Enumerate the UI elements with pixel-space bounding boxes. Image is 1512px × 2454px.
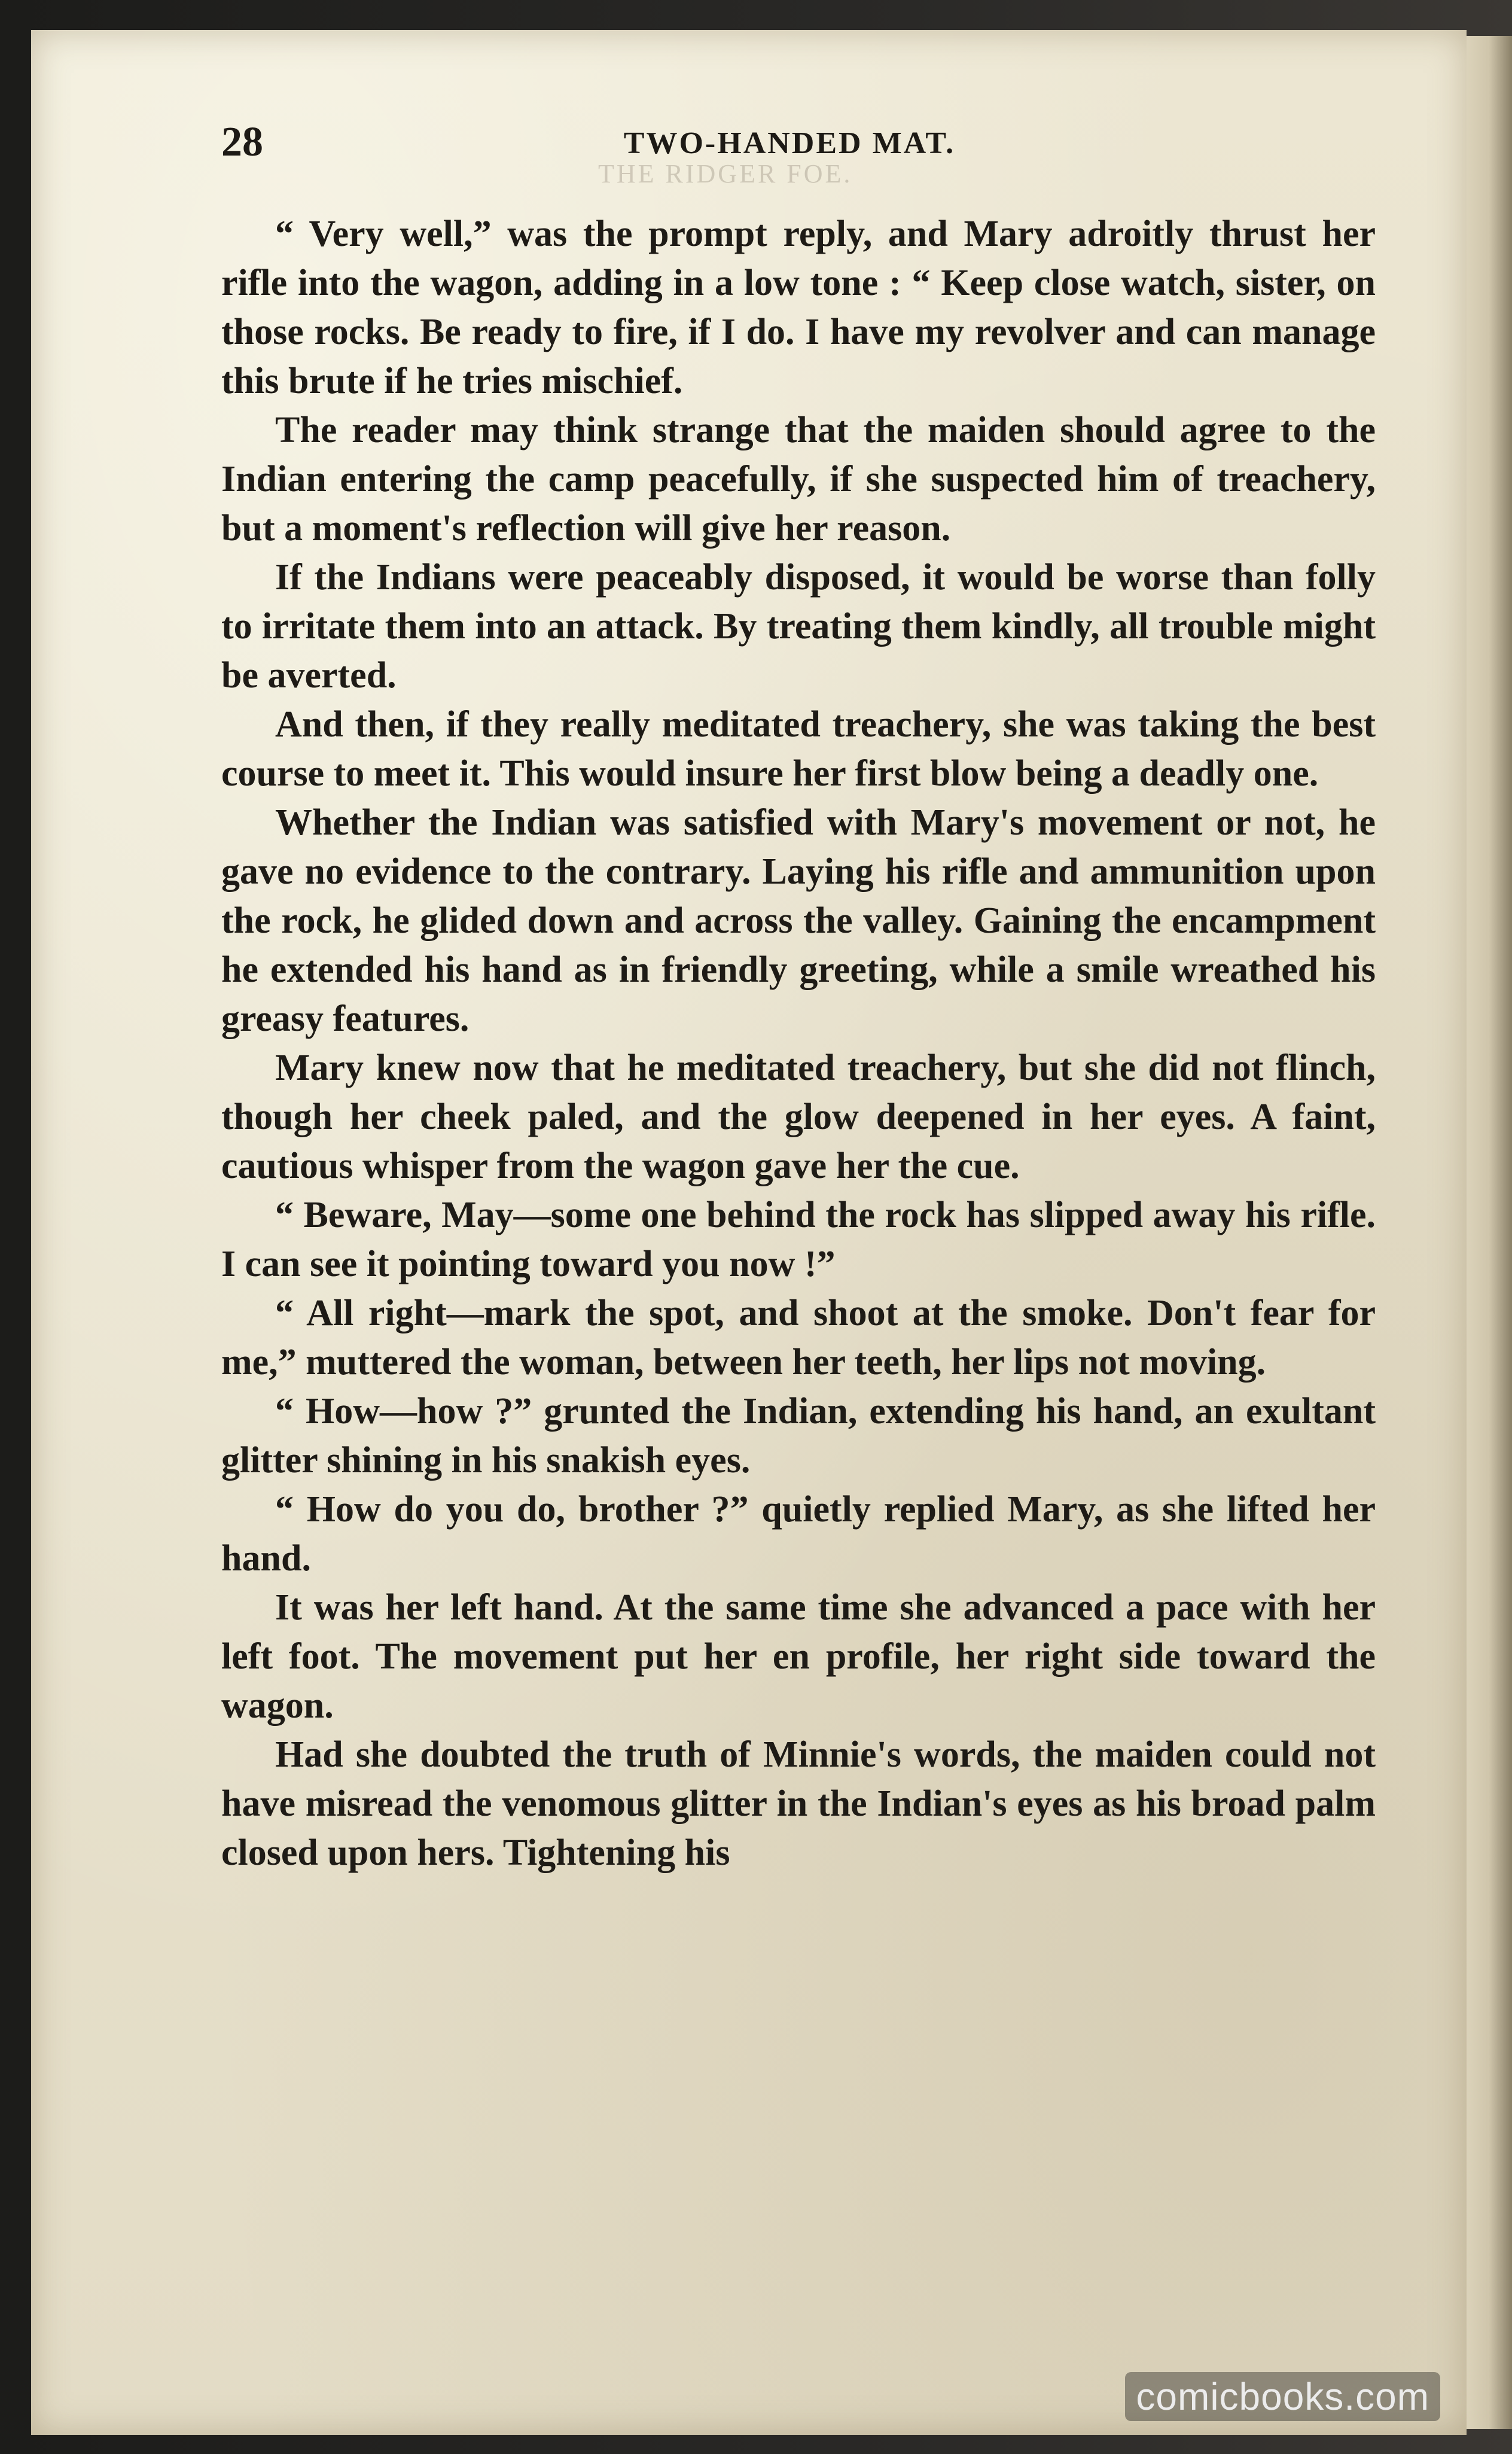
paragraph: Mary knew now that he meditated treachery, but she did not flinch, though her cheek paled, and the glow deepened in her eyes. A faint, cautious whisper from the wagon gave her the cue. — [221, 1048, 1376, 1186]
paragraph: “ How—how ?” grunted the Indian, extending his hand, an exultant glitter shining in his snakish eyes. — [221, 1391, 1376, 1481]
body-text — [221, 209, 1376, 1877]
page-number: 28 — [221, 119, 263, 165]
paragraph: Had she doubted the truth of Minnie's words, the maiden could not have misread the venomous glitter in the Indian's eyes as his broad palm closed upon hers. Tightening his — [221, 1734, 1376, 1873]
paragraph: It was her left hand. At the same time she advanced a pace with her left foot. The movement put her en profile, her right side toward the wagon. — [221, 1587, 1376, 1726]
watermark: comicbooks.com — [1125, 2372, 1440, 2421]
running-head: TWO-HANDED MAT. — [623, 126, 956, 160]
show-through-text: THE RIDGER FOE. — [598, 159, 853, 188]
paragraph: “ Very well,” was the prompt reply, and Mary adroitly thrust her rifle into the wagon, adding in a low tone : “ Keep close watch, sister, on those rocks. Be ready to fire, if I do. I have my revolver and can manage this brute if he tries mischief. — [221, 214, 1376, 401]
paragraph: Whether the Indian was satisfied with Mary's movement or not, he gave no evidence to the contrary. Laying his rifle and ammunition upon the rock, he glided down and across the valley. Gaining the encampment he extended his hand as in friendly greeting, while a smile wreathed his greasy features. — [221, 802, 1376, 1039]
paragraph: If the Indians were peaceably disposed, it would be worse than folly to irritate them into an attack. By treating them kindly, all trouble might be averted. — [221, 557, 1376, 696]
paragraph: The reader may think strange that the maiden should agree to the Indian entering the camp peacefully, if she suspected him of treachery, but a moment's reflection will give her reason. — [221, 410, 1376, 549]
paragraph: And then, if they really meditated treachery, she was taking the best course to meet it. This would insure her first blow being a deadly one. — [221, 704, 1376, 794]
paragraph: “ All right—mark the spot, and shoot at the smoke. Don't fear for me,” muttered the woman, between her teeth, her lips not moving. — [221, 1293, 1376, 1383]
paragraph: “ How do you do, brother ?” quietly replied Mary, as she lifted her hand. — [221, 1489, 1376, 1579]
paragraph: “ Beware, May—some one behind the rock has slipped away his rifle. I can see it pointing toward you now !” — [221, 1195, 1376, 1284]
